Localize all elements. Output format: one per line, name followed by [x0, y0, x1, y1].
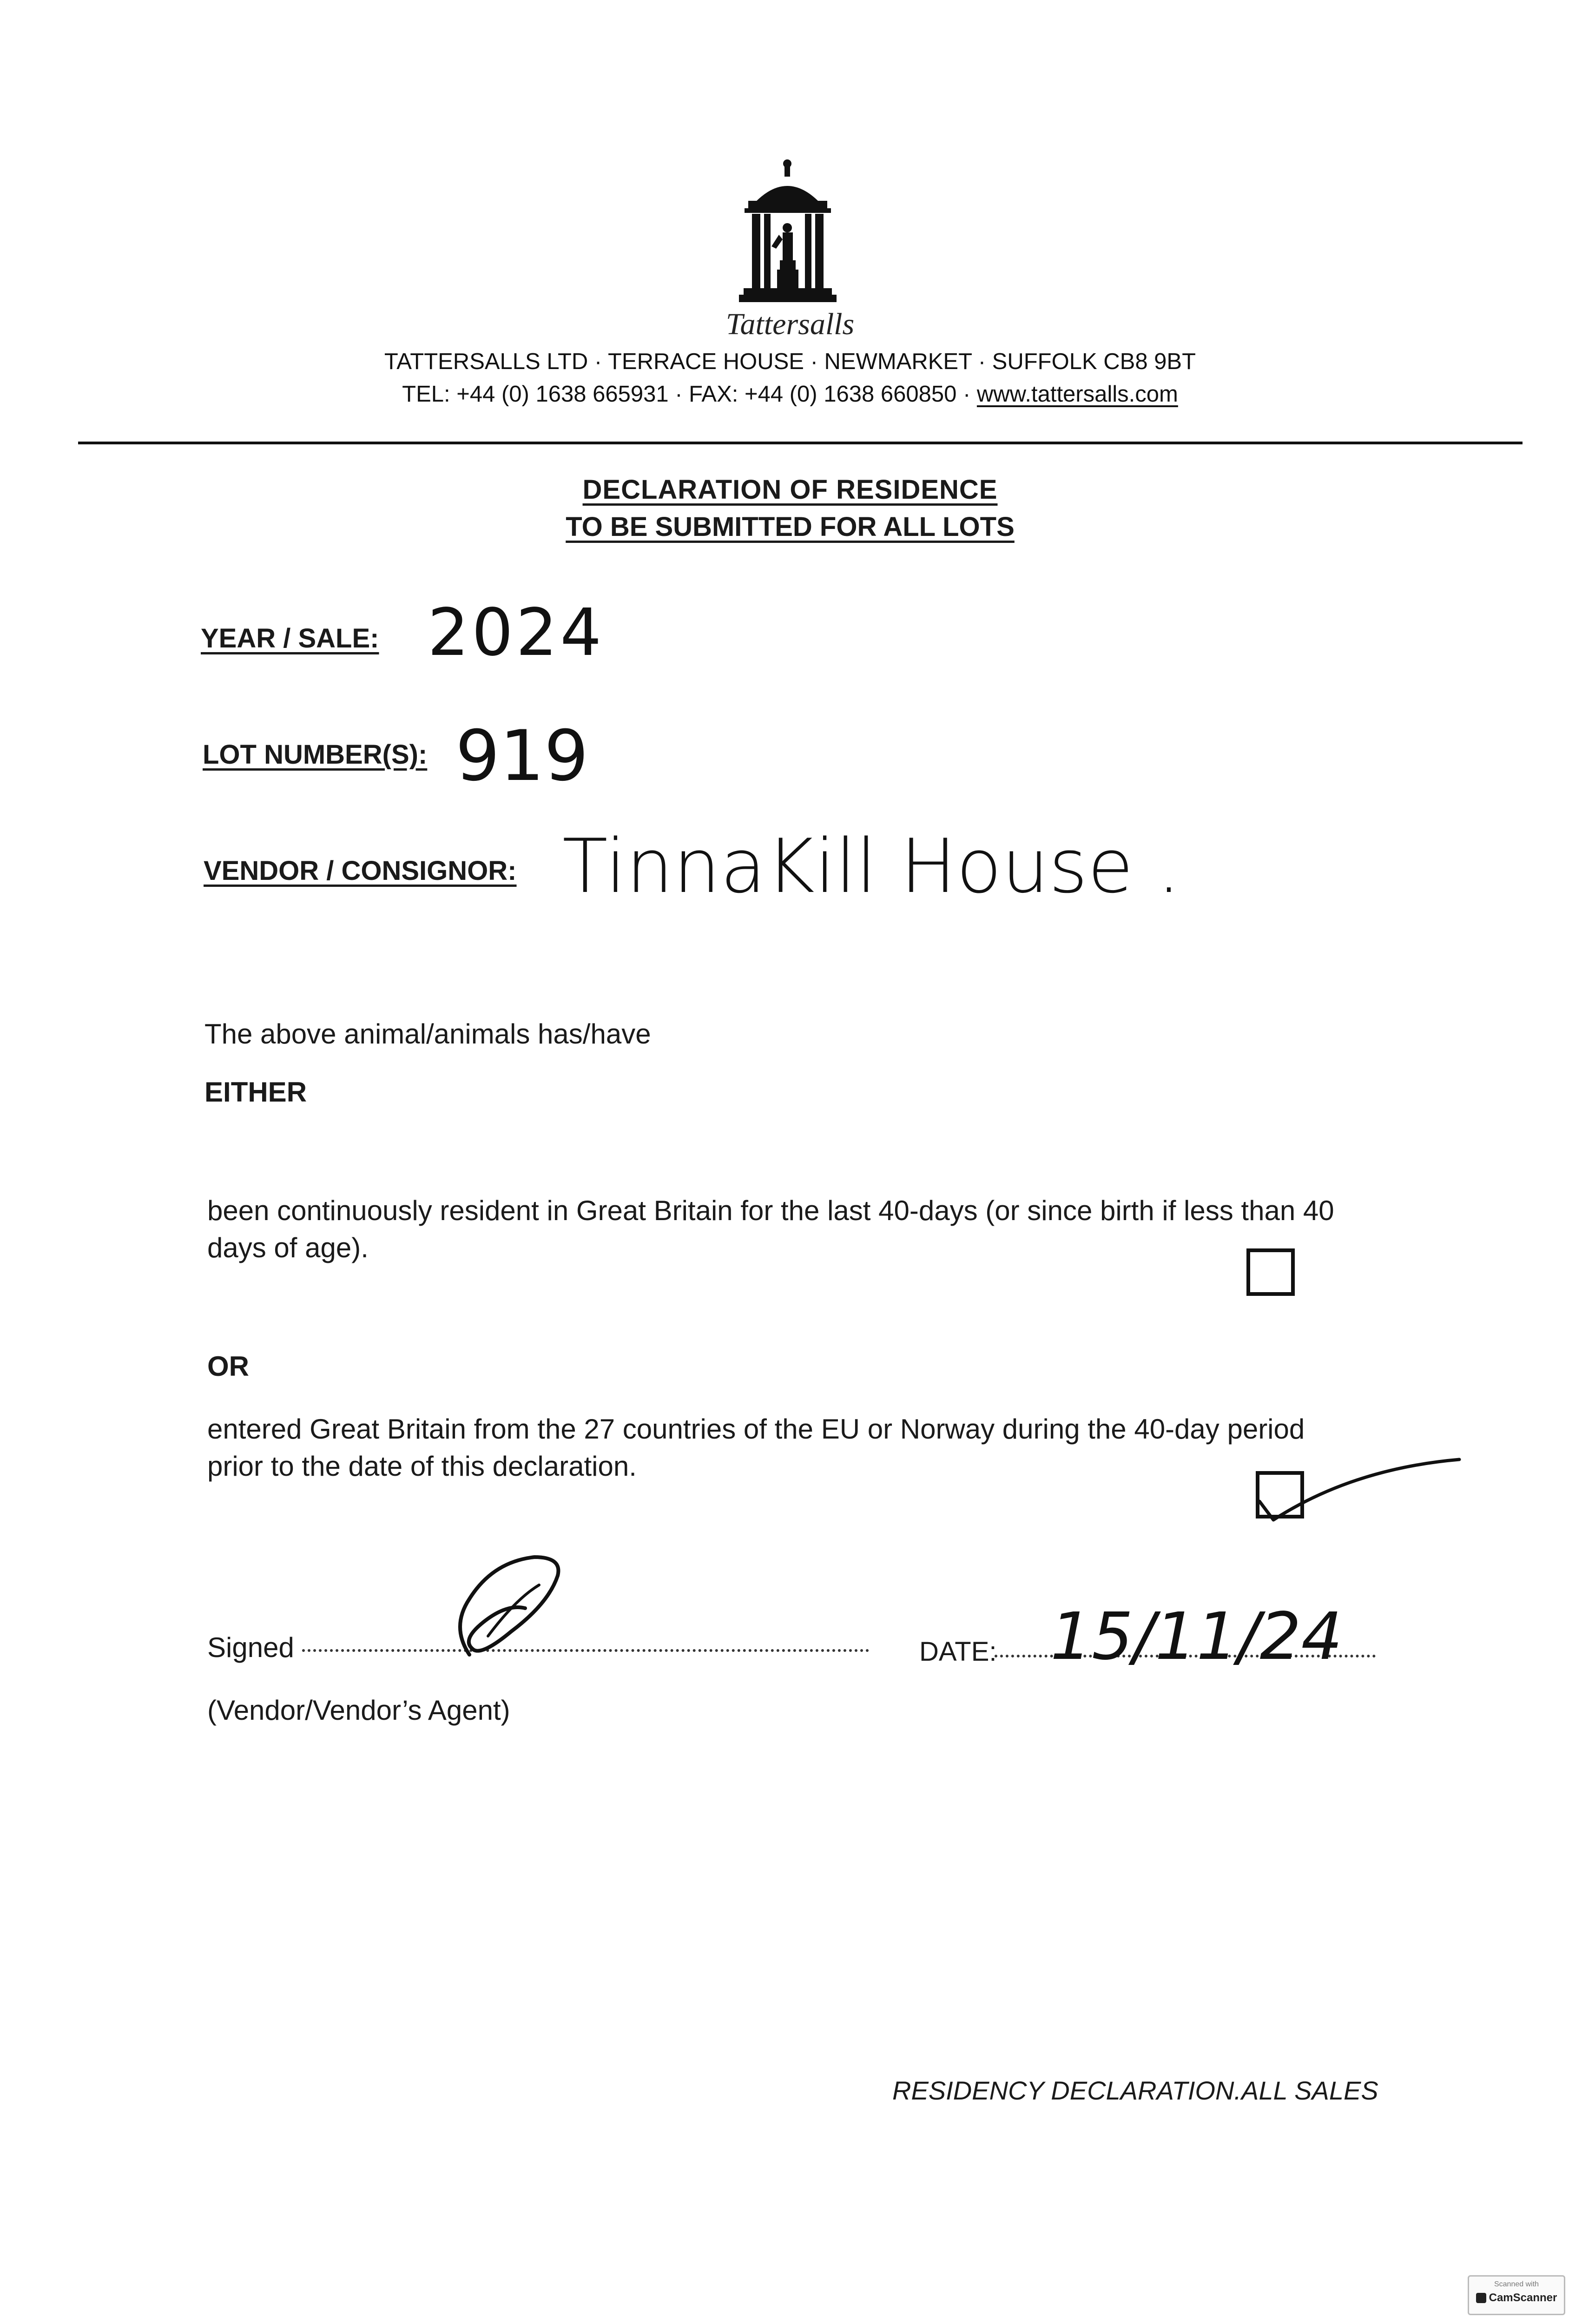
title-line-2: TO BE SUBMITTED FOR ALL LOTS	[566, 512, 1015, 542]
vendor-consignor-value[interactable]: TinnaKill House .	[562, 823, 1181, 910]
signed-label: Signed	[207, 1632, 294, 1663]
camscanner-badge	[1468, 2275, 1565, 2315]
scanner-line-2: CamScanner	[1489, 2291, 1557, 2304]
brand-name: Tattersalls	[725, 307, 855, 341]
address-line: TATTERSALLS LTD · TERRACE HOUSE · NEWMARKET · SUFFOLK CB8 9BT	[384, 349, 1196, 374]
vendor-consignor-label: VENDOR / CONSIGNOR:	[204, 856, 517, 886]
date-value[interactable]: 15/11/24	[1050, 1599, 1343, 1675]
camscanner-icon	[1476, 2293, 1486, 2303]
option-2-line-1: entered Great Britain from the 27 countries of the EU or Norway during the 40-day period	[207, 1413, 1305, 1445]
website-link[interactable]: www.tattersalls.com	[976, 382, 1178, 407]
title-line-1: DECLARATION OF RESIDENCE	[582, 475, 998, 505]
either-label: EITHER	[204, 1076, 307, 1108]
date-label: DATE:	[919, 1637, 997, 1667]
handwritten-signature[interactable]	[442, 1543, 581, 1673]
contact-line	[279, 381, 1301, 407]
year-sale-label: YEAR / SALE:	[201, 623, 379, 654]
form-name: RESIDENCY DECLARATION.ALL SALES	[892, 2076, 1378, 2105]
checkmark-icon	[1250, 1450, 1464, 1529]
option-1-line-1: been continuously resident in Great Britain for the last 40-days (or since birth if less than 40	[207, 1195, 1334, 1226]
year-sale-value[interactable]: 2024	[428, 595, 605, 671]
signature-line	[302, 1649, 869, 1652]
scanner-line-1: Scanned with	[1494, 2280, 1539, 2288]
option-2-line-2: prior to the date of this declaration.	[207, 1451, 637, 1482]
tattersalls-logo	[734, 158, 841, 307]
intro-text: The above animal/animals has/have	[204, 1018, 651, 1050]
lot-number-label: LOT NUMBER(S):	[203, 739, 428, 770]
lot-number-value[interactable]: 919	[455, 716, 589, 797]
option-1-line-2: days of age).	[207, 1232, 369, 1263]
vendor-agent-label: (Vendor/Vendor’s Agent)	[207, 1695, 510, 1726]
or-label: OR	[207, 1351, 249, 1382]
contact-phone-fax: TEL: +44 (0) 1638 665931 · FAX: +44 (0) 1638 660850 ·	[402, 382, 977, 407]
header-divider	[78, 442, 1523, 444]
camscanner-brand	[1469, 2291, 1564, 2304]
option-1-checkbox[interactable]	[1246, 1248, 1295, 1296]
